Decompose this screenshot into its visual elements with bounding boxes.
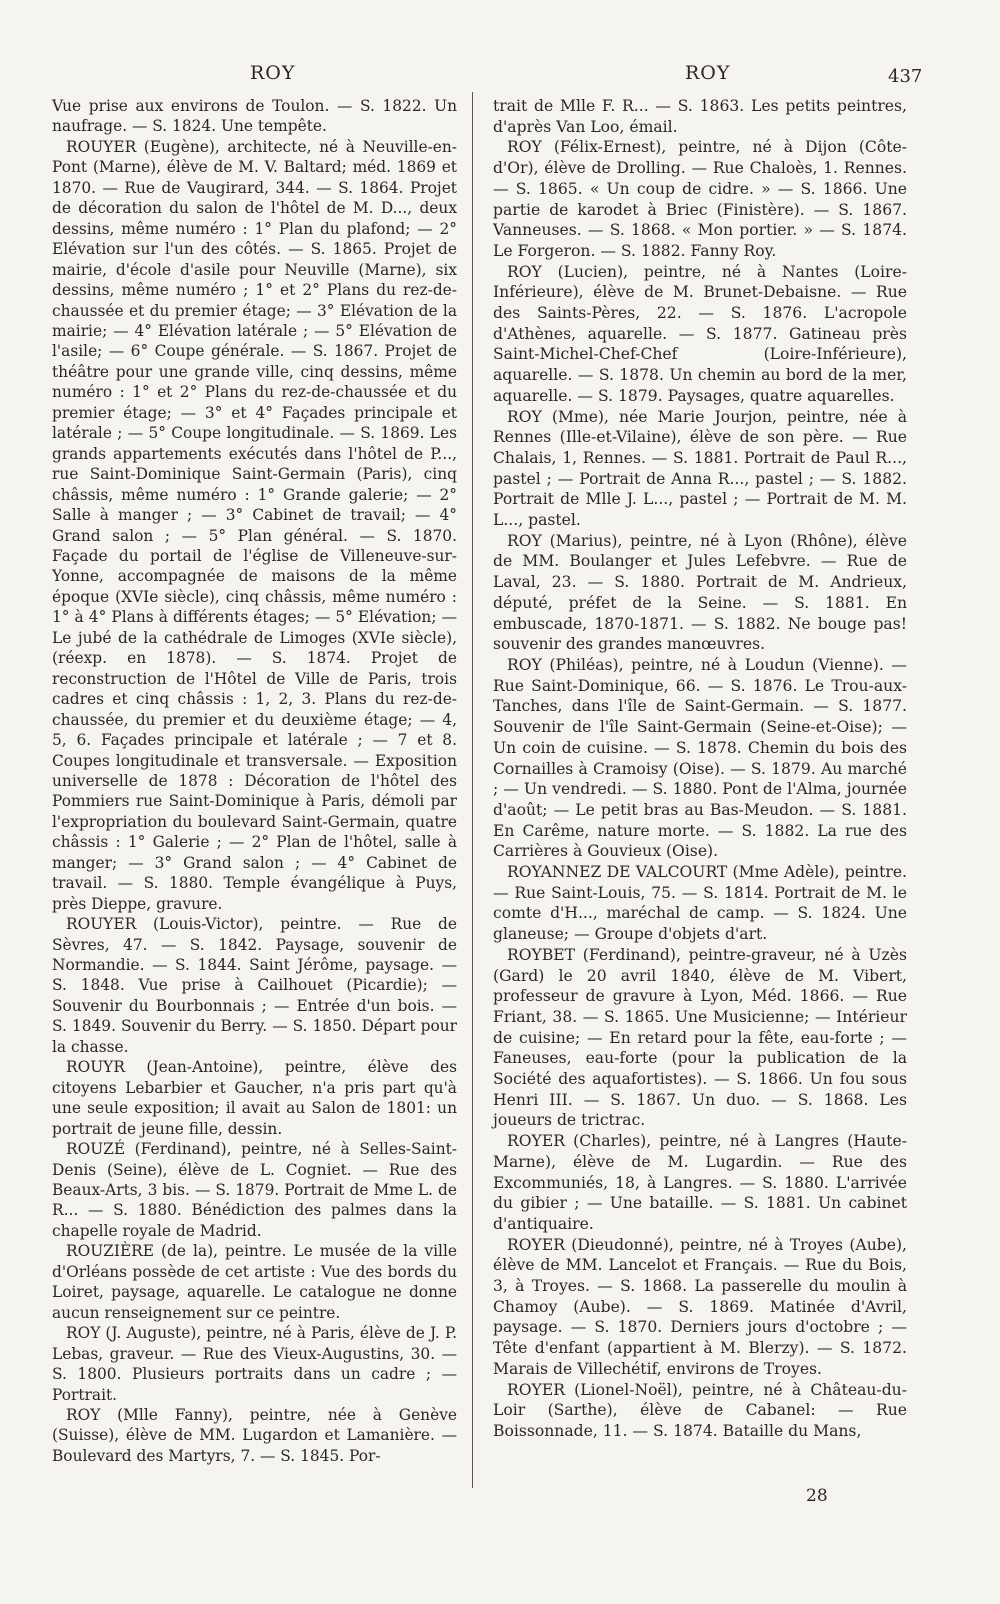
running-head-right: ROY: [685, 62, 731, 84]
entry: ROY (J. Auguste), peintre, né à Paris, élève de J. P. Lebas, graveur. — Rue des Vieux-Augustins, 30. — S. 1800. Plusieurs portraits dans un cadre ; — Portrait.: [52, 1324, 457, 1404]
column-divider: [472, 92, 473, 1488]
entry: Vue prise aux environs de Toulon. — S. 1822. Un naufrage. — S. 1824. Une tempête.: [52, 97, 457, 136]
page-number: 437: [888, 66, 923, 87]
entry: ROY (Mme), née Marie Jourjon, peintre, née à Rennes (Ille-et-Vilaine), élève de son père. — Rue Chalais, 1, Rennes. — S. 1881. Portrait de Paul R..., pastel ; — Portrait de Anna R..., pastel ; — S. 1882. Portrait de Mlle J. L..., pastel ; — Portrait de M. M. L..., pastel.: [493, 407, 907, 530]
left-column: [52, 96, 457, 1466]
entry: ROY (Philéas), peintre, né à Loudun (Vienne). — Rue Saint-Dominique, 66. — S. 1876. Le Trou-aux-Tanches, dans l'île de Saint-Germain. — S. 1877. Souvenir de l'île Saint-Germain (Seine-et-Oise); — Un coin de cuisine. — S. 1878. Chemin du bois des Cornailles à Cramoisy (Oise). — S. 1879. Au marché ; — Un vendredi. — S. 1880. Pont de l'Alma, journée d'août; — Le petit bras au Bas-Meudon. — S. 1881. En Carême, nature morte. — S. 1882. La rue des Carrières à Gouvieux (Oise).: [493, 655, 907, 861]
entry: trait de Mlle F. R... — S. 1863. Les petits peintres, d'après Van Loo, émail.: [493, 97, 907, 136]
entry: ROYER (Charles), peintre, né à Langres (Haute-Marne), élève de M. Lugardin. — Rue des Excommuniés, 18, à Langres. — S. 1880. L'arrivée du gibier ; — Une bataille. — S. 1881. Un cabinet d'antiquaire.: [493, 1132, 907, 1233]
entry: ROYBET (Ferdinand), peintre-graveur, né à Uzès (Gard) le 20 avril 1840, élève de M. Vibert, professeur de gravure à Lyon, Méd. 1866. — Rue Friant, 38. — S. 1865. Une Musicienne; — Intérieur de cuisine; — En retard pour la fête, eau-forte ; — Faneuses, eau-forte (pour la publication de la Société des aquafortistes). — S. 1866. Un fou sous Henri III. — S. 1867. Un duo. — S. 1868. Les joueurs de trictrac.: [493, 945, 907, 1130]
entry: ROY (Félix-Ernest), peintre, né à Dijon (Côte-d'Or), élève de Drolling. — Rue Chaloès, 1. Rennes. — S. 1865. « Un coup de cidre. » — S. 1866. Une partie de karodet à Briec (Finistère). — S. 1867. Vanneuses. — S. 1868. « Mon portier. » — S. 1874. Le Forgeron. — S. 1882. Fanny Roy.: [493, 138, 907, 260]
entry: ROYER (Dieudonné), peintre, né à Troyes (Aube), élève de MM. Lancelot et Français. — Rue du Bois, 3, à Troyes. — S. 1868. La passerelle du moulin à Chamoy (Aube). — S. 1869. Matinée d'Avril, paysage. — S. 1870. Derniers jours d'octobre ; — Tête d'enfant (appartient à M. Blerzy). — S. 1872. Marais de Villechétif, environs de Troyes.: [493, 1235, 907, 1378]
entry: ROYER (Lionel-Noël), peintre, né à Château-du-Loir (Sarthe), élève de Cabanel: — Rue Boissonnade, 11. — S. 1874. Bataille du Mans,: [493, 1380, 907, 1440]
entry: ROUYER (Louis-Victor), peintre. — Rue de Sèvres, 47. — S. 1842. Paysage, souvenir de Normandie. — S. 1844. Saint Jérôme, paysage. — S. 1848. Vue prise à Cailhouet (Picardie); — Souvenir du Bourbonnais ; — Entrée d'un bois. — S. 1849. Souvenir du Berry. — S. 1850. Départ pour la chasse.: [52, 915, 457, 1056]
entry: ROUYR (Jean-Antoine), peintre, élève des citoyens Lebarbier et Gaucher, n'a pris part qu'à une seule exposition; il avait au Salon de 1801: un portrait de jeune fille, dessin.: [52, 1058, 457, 1138]
signature-mark: 28: [806, 1486, 828, 1506]
entry: ROUYER (Eugène), architecte, né à Neuville-en-Pont (Marne), élève de M. V. Baltard; méd. 1869 et 1870. — Rue de Vaugirard, 344. — S. 1864. Projet de décoration du salon de l'hôtel de M. D..., deux dessins, même numéro : 1° Plan du plafond; — 2° Elévation sur l'un des côtés. — S. 1865. Projet de mairie, d'école d'asile pour Neuville (Marne), six dessins, même numéro ; 1° et 2° Plans du rez-de-chaussée et du premier étage; — 3° Elévation de la mairie; — 4° Elévation latérale ; — 5° Elévation de l'asile; — 6° Coupe générale. — S. 1867. Projet de théâtre pour une grande ville, cinq dessins, même numéro : 1° et 2° Plans du rez-de-chaussée et du premier étage; — 3° et 4° Façades principale et latérale ; — 5° Coupe longitudinale. — S. 1869. Les grands appartements exécutés dans l'hôtel de P..., rue Saint-Dominique Saint-Germain (Paris), cinq châssis, même numéro : 1° Grande galerie; — 2° Salle à manger ; — 3° Cabinet de travail; — 4° Grand salon ; — 5° Plan général. — S. 1870. Façade du portail de l'église de Villeneuve-sur-Yonne, accompagnée de maisons de la même époque (XVIe siècle), cinq châssis, même numéro : 1° à 4° Plans à différents étages; — 5° Elévation; — Le jubé de la cathédrale de Limoges (XVIe siècle), (réexp. en 1878). — S. 1874. Projet de reconstruction de l'Hôtel de Ville de Paris, trois cadres et cinq châssis : 1, 2, 3. Plans du rez-de-chaussée, du premier et du deuxième étage; — 4, 5, 6. Façades principale et latérale ; — 7 et 8. Coupes longitudinale et transversale. — Exposition universelle de 1878 : Décoration de l'hôtel des Pommiers rue Saint-Dominique à Paris, démoli par l'expropriation du boulevard Saint-Germain, quatre châssis : 1° Galerie ; — 2° Plan de l'hôtel, salle à manger; — 3° Grand salon ; — 4° Cabinet de travail. — S. 1880. Temple évangélique à Puys, près Dieppe, gravure.: [52, 137, 457, 913]
right-column: [493, 96, 907, 1442]
entry: ROY (Marius), peintre, né à Lyon (Rhône), élève de MM. Boulanger et Jules Lefebvre. — Rue de Laval, 23. — S. 1880. Portrait de M. Andrieux, député, préfet de la Seine. — S. 1881. En embuscade, 1870-1871. — S. 1882. Ne bouge pas! souvenir des grandes manœuvres.: [493, 531, 907, 654]
entry: ROYANNEZ DE VALCOURT (Mme Adèle), peintre. — Rue Saint-Louis, 75. — S. 1814. Portrait de M. le comte d'H..., maréchal de camp. — S. 1824. Une glaneuse; — Groupe d'objets d'art.: [493, 863, 907, 944]
entry: ROUZÉ (Ferdinand), peintre, né à Selles-Saint-Denis (Seine), élève de L. Cogniet. — Rue des Beaux-Arts, 3 bis. — S. 1879. Portrait de Mme L. de R... — S. 1880. Bénédiction des palmes dans la chapelle royale de Madrid.: [52, 1140, 457, 1240]
entry: ROY (Mlle Fanny), peintre, née à Genève (Suisse), élève de MM. Lugardon et Lamanière. — Boulevard des Martyrs, 7. — S. 1845. Por-: [52, 1406, 457, 1465]
entry: ROUZIÈRE (de la), peintre. Le musée de la ville d'Orléans possède de cet artiste : Vue des bords du Loiret, paysage, aquarelle. Le catalogue ne donne aucun renseignement sur ce peintre.: [52, 1242, 457, 1322]
entry: ROY (Lucien), peintre, né à Nantes (Loire-Inférieure), élève de M. Brunet-Debaisne. — Rue des Saints-Pères, 22. — S. 1876. L'acropole d'Athènes, aquarelle. — S. 1877. Gatineau près Saint-Michel-Chef-Chef (Loire-Inférieure), aquarelle. — S. 1878. Un chemin au bord de la mer, aquarelle. — S. 1879. Paysages, quatre aquarelles.: [493, 262, 907, 405]
running-head-left: ROY: [250, 62, 296, 84]
